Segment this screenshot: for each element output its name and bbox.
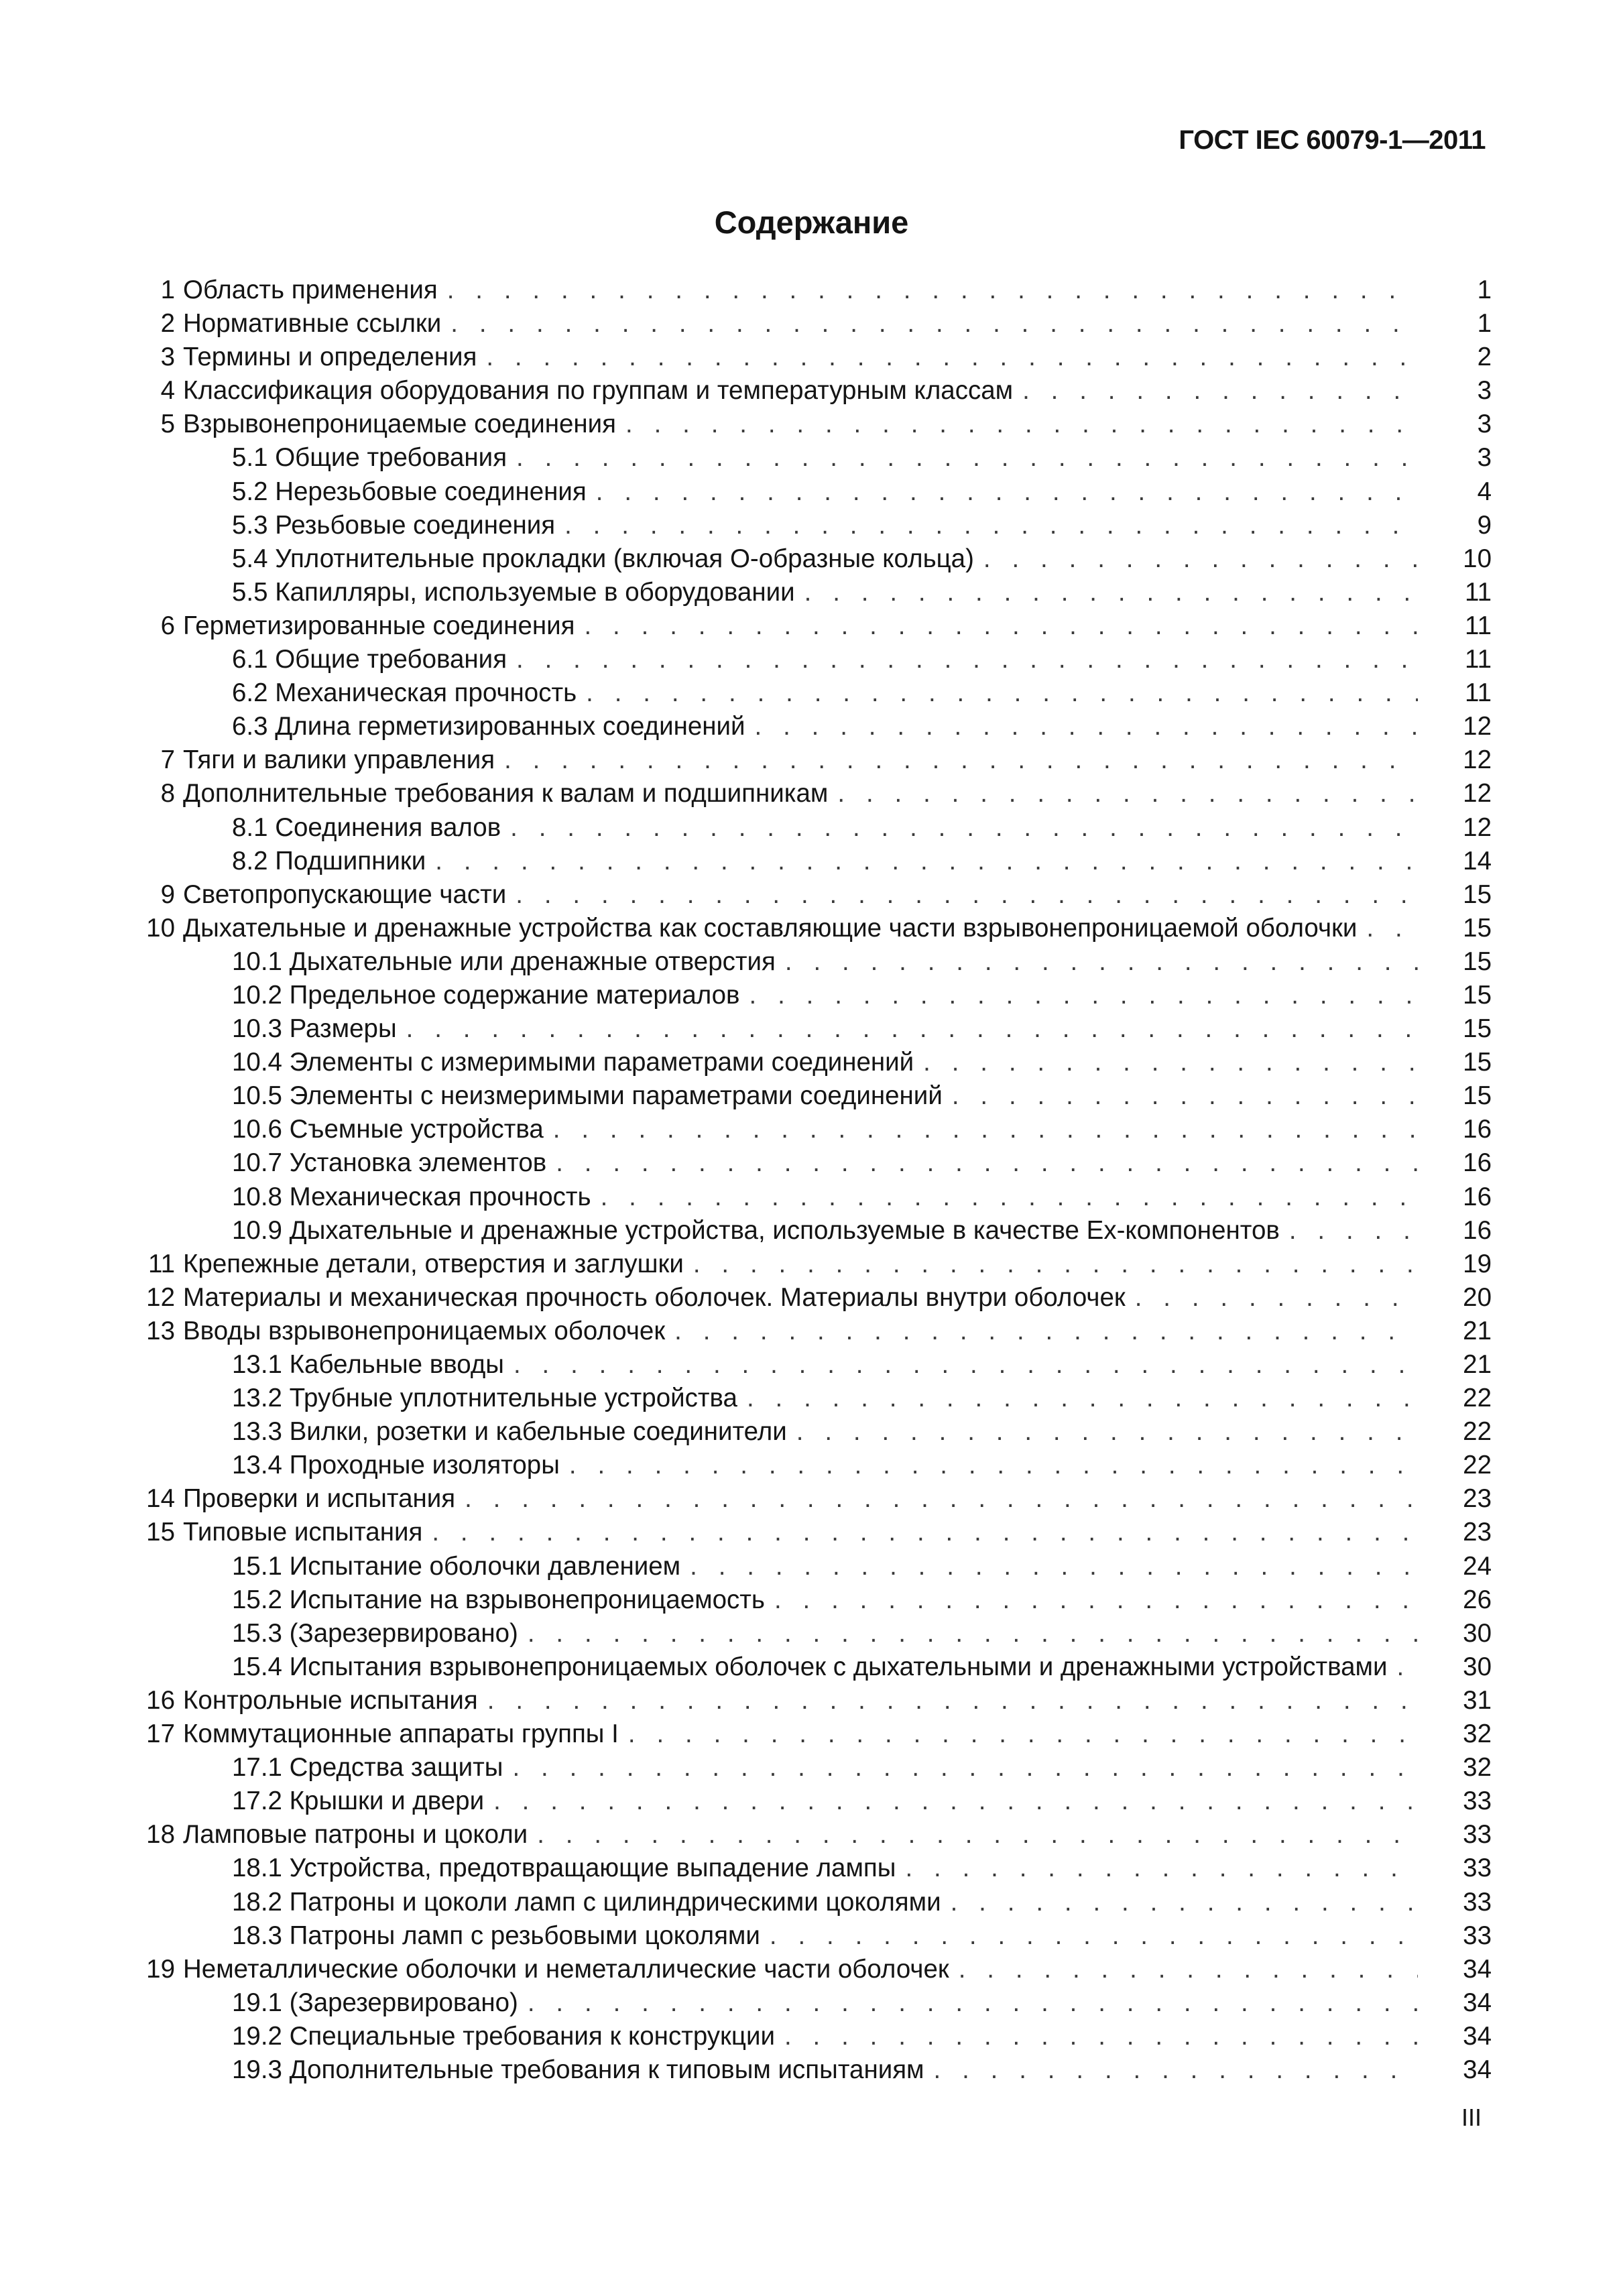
toc-dot-leader [438, 274, 1418, 307]
toc-subsection-entry[interactable] [134, 1079, 1492, 1113]
toc-dot-leader [501, 811, 1418, 845]
toc-entry-title: 10.7 Установка элементов [232, 1148, 547, 1178]
toc-section-entry[interactable] [134, 1315, 1492, 1348]
toc-dot-leader [665, 1315, 1418, 1348]
toc-entry-page: 32 [1463, 1719, 1492, 1749]
toc-entry-title: Светопропускающие части [183, 880, 507, 909]
toc-subsection-entry[interactable] [134, 1919, 1492, 1953]
toc-dot-leader [737, 1382, 1418, 1415]
toc-entry-page: 22 [1463, 1417, 1492, 1447]
toc-subsection-entry[interactable] [134, 1012, 1492, 1046]
toc-entry-title: Материалы и механическая прочность оболочек. Материалы внутри оболочек [183, 1282, 1126, 1312]
toc-entry-page: 11 [1465, 577, 1492, 607]
toc-section-entry[interactable] [134, 1248, 1492, 1281]
toc-entry-number: 16 [146, 1685, 175, 1715]
toc-entry-page: 12 [1463, 779, 1492, 808]
toc-entry-number: 12 [146, 1282, 175, 1312]
toc-entry-title: 19.1 (Зарезервировано) [232, 1988, 518, 2017]
toc-entry-title: 10.8 Механическая прочность [232, 1182, 591, 1211]
toc-entry-title: Крепежные детали, отверстия и заглушки [183, 1249, 684, 1278]
toc-entry-title: Типовые испытания [183, 1518, 423, 1547]
toc-section-entry[interactable] [134, 1818, 1492, 1852]
table-of-contents [134, 274, 1492, 2087]
toc-section-entry[interactable] [134, 878, 1492, 912]
toc-subsection-entry[interactable] [134, 1617, 1492, 1650]
toc-entry-number: 19 [146, 1954, 175, 1984]
toc-entry-title: 10.3 Размеры [232, 1014, 397, 1044]
toc-entry-title: 19.3 Дополнительные требования к типовым испытаниям [232, 2055, 924, 2084]
toc-entry-number: 2 [160, 309, 175, 339]
toc-subsection-entry[interactable] [134, 1550, 1492, 1583]
toc-entry-page: 11 [1465, 611, 1492, 640]
toc-entry-title: Коммутационные аппараты группы I [183, 1719, 619, 1749]
toc-dot-leader [745, 710, 1418, 743]
toc-entry-title: 6.3 Длина герметизированных соединений [232, 712, 745, 741]
toc-entry-page: 31 [1463, 1685, 1492, 1715]
toc-section-entry[interactable] [134, 374, 1492, 408]
toc-entry-number: 18 [146, 1820, 175, 1850]
toc-entry-page: 34 [1463, 1988, 1492, 2017]
toc-entry-page: 9 [1477, 510, 1492, 540]
toc-dot-leader [787, 1415, 1418, 1449]
toc-section-entry[interactable] [134, 912, 1492, 945]
toc-dot-leader [974, 542, 1418, 576]
toc-subsection-entry[interactable] [134, 710, 1492, 743]
toc-entry-number: 15 [146, 1518, 175, 1547]
toc-entry-page: 10 [1463, 544, 1492, 573]
toc-entry-title: 5.3 Резьбовые соединения [232, 510, 556, 540]
toc-entry-title: Нормативные ссылки [183, 309, 442, 339]
toc-entry-page: 30 [1463, 1618, 1492, 1648]
toc-entry-number: 1 [160, 276, 175, 304]
toc-subsection-entry[interactable] [134, 475, 1492, 509]
toc-entry-title: 13.4 Проходные изоляторы [232, 1451, 560, 1480]
toc-entry-page: 21 [1463, 1350, 1492, 1379]
toc-dot-leader [587, 475, 1418, 509]
toc-entry-page: 15 [1463, 1014, 1492, 1044]
document-header: ГОСТ IEC 60079-1—2011 [1179, 125, 1486, 155]
toc-section-entry[interactable] [134, 777, 1492, 810]
toc-dot-leader [422, 1516, 1418, 1549]
toc-entry-page: 22 [1463, 1384, 1492, 1413]
toc-entry-title: 17.1 Средства защиты [232, 1753, 503, 1783]
toc-subsection-entry[interactable] [134, 1181, 1492, 1214]
toc-entry-page: 1 [1477, 309, 1492, 339]
toc-dot-leader [455, 1482, 1418, 1516]
toc-dot-leader [896, 1852, 1418, 1885]
toc-dot-leader [478, 1684, 1418, 1717]
toc-entry-page: 34 [1463, 2055, 1492, 2084]
toc-entry-title: 8.2 Подшипники [232, 846, 426, 875]
toc-entry-title: 5.4 Уплотнительные прокладки (включая О-образные кольца) [232, 544, 974, 573]
toc-entry-title: Дыхательные и дренажные устройства как составляющие части взрывонепроницаемой оболочки [183, 913, 1358, 943]
toc-section-entry[interactable] [134, 1953, 1492, 1986]
toc-entry-number: 5 [160, 410, 175, 439]
toc-subsection-entry[interactable] [134, 1382, 1492, 1415]
toc-entry-page: 12 [1463, 712, 1492, 741]
toc-entry-title: 8.1 Соединения валов [232, 812, 501, 842]
toc-subsection-entry[interactable] [134, 542, 1492, 576]
toc-entry-page: 15 [1463, 947, 1492, 976]
toc-dot-leader [577, 676, 1418, 710]
toc-heading: Содержание [714, 204, 909, 240]
toc-entry-title: Проверки и испытания [183, 1484, 456, 1514]
toc-dot-leader [555, 509, 1418, 542]
toc-subsection-entry[interactable] [134, 945, 1492, 979]
toc-entry-page: 33 [1463, 1854, 1492, 1883]
toc-entry-title: Взрывонепроницаемые соединения [183, 410, 617, 439]
toc-entry-page: 19 [1463, 1249, 1492, 1278]
toc-entry-title: 18.2 Патроны и цоколи ламп с цилиндрическими цоколями [232, 1887, 941, 1917]
toc-entry-page: 15 [1463, 913, 1492, 943]
toc-subsection-entry[interactable] [134, 1146, 1492, 1180]
toc-subsection-entry[interactable] [134, 1214, 1492, 1248]
toc-dot-leader [680, 1550, 1418, 1583]
toc-entry-title: Вводы взрывонепроницаемых оболочек [183, 1316, 666, 1345]
toc-entry-page: 2 [1477, 343, 1492, 372]
toc-entry-page: 4 [1477, 477, 1492, 506]
toc-entry-title: 18.1 Устройства, предотвращающие выпадение лампы [232, 1854, 896, 1883]
toc-dot-leader [1388, 1650, 1418, 1684]
toc-subsection-entry[interactable] [134, 811, 1492, 845]
toc-entry-title: 6.1 Общие требования [232, 645, 507, 674]
toc-entry-title: 6.2 Механическая прочность [232, 678, 577, 708]
toc-entry-page: 33 [1463, 1787, 1492, 1816]
toc-entry-title: 15.2 Испытание на взрывонепроницаемость [232, 1585, 765, 1614]
toc-dot-leader [684, 1248, 1418, 1281]
toc-subsection-entry[interactable] [134, 1852, 1492, 1885]
toc-entry-page: 22 [1463, 1451, 1492, 1480]
toc-entry-page: 3 [1477, 410, 1492, 439]
toc-entry-page: 11 [1465, 645, 1492, 674]
toc-dot-leader [575, 609, 1418, 643]
toc-dot-leader [397, 1012, 1418, 1046]
toc-section-entry[interactable] [134, 743, 1492, 777]
toc-entry-page: 33 [1463, 1921, 1492, 1950]
toc-subsection-entry[interactable] [134, 676, 1492, 710]
page-number: III [1461, 2104, 1482, 2131]
toc-dot-leader [619, 1717, 1418, 1751]
toc-section-entry[interactable] [134, 307, 1492, 341]
toc-entry-title: 5.5 Капилляры, используемые в оборудовании [232, 577, 795, 607]
toc-dot-leader [495, 743, 1418, 777]
toc-entry-number: 14 [146, 1484, 175, 1514]
toc-subsection-entry[interactable] [134, 2020, 1492, 2053]
toc-entry-number: 7 [160, 745, 175, 775]
toc-entry-page: 32 [1463, 1753, 1492, 1783]
toc-subsection-entry[interactable] [134, 2053, 1492, 2087]
toc-subsection-entry[interactable] [134, 1751, 1492, 1785]
toc-subsection-entry[interactable] [134, 1449, 1492, 1482]
toc-section-entry[interactable] [134, 1482, 1492, 1516]
toc-entry-page: 12 [1463, 745, 1492, 775]
toc-dot-leader [441, 307, 1418, 341]
toc-dot-leader [528, 1818, 1418, 1852]
toc-entry-page: 23 [1463, 1484, 1492, 1514]
toc-dot-leader [506, 878, 1418, 912]
toc-dot-leader [518, 1617, 1418, 1650]
toc-dot-leader [775, 2020, 1418, 2053]
toc-dot-leader [484, 1785, 1418, 1818]
toc-entry-title: 13.3 Вилки, розетки и кабельные соединители [232, 1417, 787, 1447]
toc-entry-page: 16 [1463, 1148, 1492, 1178]
toc-entry-title: Тяги и валики управления [183, 745, 495, 775]
toc-entry-page: 11 [1465, 678, 1492, 708]
toc-dot-leader [914, 1046, 1418, 1079]
toc-entry-title: 15.4 Испытания взрывонепроницаемых оболочек с дыхательными и дренажными устройствами [232, 1652, 1388, 1681]
toc-entry-title: 17.2 Крышки и двери [232, 1787, 485, 1816]
toc-entry-page: 3 [1477, 443, 1492, 473]
toc-entry-page: 34 [1463, 1954, 1492, 1984]
toc-section-entry[interactable] [134, 1684, 1492, 1717]
toc-dot-leader [924, 2053, 1418, 2087]
toc-entry-page: 33 [1463, 1887, 1492, 1917]
toc-dot-leader [828, 777, 1418, 810]
toc-entry-page: 30 [1463, 1652, 1492, 1681]
toc-subsection-entry[interactable] [134, 1113, 1492, 1146]
toc-dot-leader [503, 1751, 1418, 1785]
toc-subsection-entry[interactable] [134, 1650, 1492, 1684]
toc-entry-page: 15 [1463, 980, 1492, 1010]
toc-subsection-entry[interactable] [134, 1348, 1492, 1382]
toc-entry-title: 5.1 Общие требования [232, 443, 507, 473]
toc-dot-leader [941, 1886, 1418, 1919]
toc-subsection-entry[interactable] [134, 1785, 1492, 1818]
toc-entry-number: 9 [160, 880, 175, 909]
toc-entry-number: 17 [146, 1719, 175, 1749]
toc-entry-page: 16 [1463, 1215, 1492, 1245]
toc-section-entry[interactable] [134, 408, 1492, 441]
toc-entry-title: Классификация оборудования по группам и температурным классам [183, 376, 1014, 406]
toc-dot-leader [518, 1986, 1418, 2020]
toc-entry-title: 18.3 Патроны ламп с резьбовыми цоколями [232, 1921, 760, 1950]
toc-entry-title: 15.3 (Зарезервировано) [232, 1618, 518, 1648]
toc-dot-leader [546, 1146, 1418, 1180]
toc-entry-title: 13.2 Трубные уплотнительные устройства [232, 1384, 737, 1413]
toc-entry-page: 16 [1463, 1182, 1492, 1211]
toc-subsection-entry[interactable] [134, 1886, 1492, 1919]
toc-dot-leader [591, 1181, 1418, 1214]
toc-entry-title: 10.1 Дыхательные или дренажные отверстия [232, 947, 776, 976]
toc-subsection-entry[interactable] [134, 979, 1492, 1012]
toc-dot-leader [507, 643, 1418, 676]
toc-dot-leader [776, 945, 1418, 979]
toc-dot-leader [1280, 1214, 1418, 1248]
toc-dot-leader [544, 1113, 1418, 1146]
toc-dot-leader [949, 1953, 1418, 1986]
toc-subsection-entry[interactable] [134, 1046, 1492, 1079]
toc-subsection-entry[interactable] [134, 509, 1492, 542]
toc-entry-title: 10.5 Элементы с неизмеримыми параметрами соединений [232, 1081, 943, 1111]
toc-entry-page: 3 [1477, 376, 1492, 406]
toc-entry-page: 15 [1463, 1048, 1492, 1077]
toc-entry-number: 3 [160, 343, 175, 372]
toc-entry-page: 15 [1463, 1081, 1492, 1111]
toc-entry-page: 34 [1463, 2021, 1492, 2051]
toc-dot-leader [504, 1348, 1418, 1382]
toc-section-entry[interactable] [134, 341, 1492, 374]
toc-section-entry[interactable] [134, 274, 1492, 307]
toc-subsection-entry[interactable] [134, 1415, 1492, 1449]
toc-entry-title: 15.1 Испытание оболочки давлением [232, 1551, 681, 1581]
toc-subsection-entry[interactable] [134, 441, 1492, 475]
toc-dot-leader [426, 845, 1418, 878]
toc-entry-title: 10.2 Предельное содержание материалов [232, 980, 740, 1010]
toc-entry-page: 26 [1463, 1585, 1492, 1614]
toc-entry-page: 20 [1463, 1282, 1492, 1312]
toc-section-entry[interactable] [134, 1281, 1492, 1315]
toc-entry-title: Контрольные испытания [183, 1685, 478, 1715]
toc-subsection-entry[interactable] [134, 1583, 1492, 1617]
toc-section-entry[interactable] [134, 609, 1492, 643]
toc-entry-page: 14 [1463, 846, 1492, 875]
toc-entry-page: 24 [1463, 1551, 1492, 1581]
toc-dot-leader [795, 576, 1418, 609]
toc-entry-page: 16 [1463, 1115, 1492, 1144]
toc-entry-number: 8 [160, 779, 175, 808]
toc-entry-title: 10.9 Дыхательные и дренажные устройства, используемые в качестве Ex-компонентов [232, 1215, 1280, 1245]
toc-entry-title: Ламповые патроны и цоколи [183, 1820, 528, 1850]
toc-entry-title: Термины и определения [183, 343, 477, 372]
toc-entry-title: 13.1 Кабельные вводы [232, 1350, 504, 1379]
toc-entry-number: 6 [160, 611, 175, 640]
toc-entry-number: 10 [146, 913, 175, 943]
toc-entry-number: 11 [148, 1249, 175, 1278]
toc-entry-title: 10.4 Элементы с измеримыми параметрами соединений [232, 1048, 914, 1077]
toc-dot-leader [507, 441, 1418, 475]
toc-entry-title: 19.2 Специальные требования к конструкции [232, 2021, 775, 2051]
toc-subsection-entry[interactable] [134, 643, 1492, 676]
toc-entry-number: 4 [160, 376, 175, 406]
toc-dot-leader [560, 1449, 1418, 1482]
toc-entry-page: 12 [1463, 812, 1492, 842]
toc-entry-page: 21 [1463, 1316, 1492, 1345]
toc-section-entry[interactable] [134, 1717, 1492, 1751]
toc-subsection-entry[interactable] [134, 845, 1492, 878]
toc-entry-title: 10.6 Съемные устройства [232, 1115, 544, 1144]
toc-dot-leader [1013, 374, 1418, 408]
toc-entry-title: Область применения [183, 276, 438, 304]
toc-subsection-entry[interactable] [134, 1986, 1492, 2020]
toc-subsection-entry[interactable] [134, 576, 1492, 609]
toc-entry-page: 1 [1477, 276, 1492, 304]
toc-dot-leader [943, 1079, 1418, 1113]
toc-entry-number: 13 [146, 1316, 175, 1345]
toc-entry-title: Герметизированные соединения [183, 611, 575, 640]
toc-dot-leader [1357, 912, 1418, 945]
toc-dot-leader [740, 979, 1419, 1012]
toc-entry-page: 23 [1463, 1518, 1492, 1547]
toc-entry-title: Неметаллические оболочки и неметаллические части оболочек [183, 1954, 949, 1984]
toc-dot-leader [616, 408, 1418, 441]
toc-entry-title: Дополнительные требования к валам и подшипникам [183, 779, 829, 808]
toc-section-entry[interactable] [134, 1516, 1492, 1549]
toc-dot-leader [760, 1919, 1418, 1953]
toc-dot-leader [765, 1583, 1418, 1617]
toc-dot-leader [477, 341, 1418, 374]
toc-entry-page: 15 [1463, 880, 1492, 909]
toc-dot-leader [1126, 1281, 1418, 1315]
toc-entry-page: 33 [1463, 1820, 1492, 1850]
toc-entry-title: 5.2 Нерезьбовые соединения [232, 477, 587, 506]
